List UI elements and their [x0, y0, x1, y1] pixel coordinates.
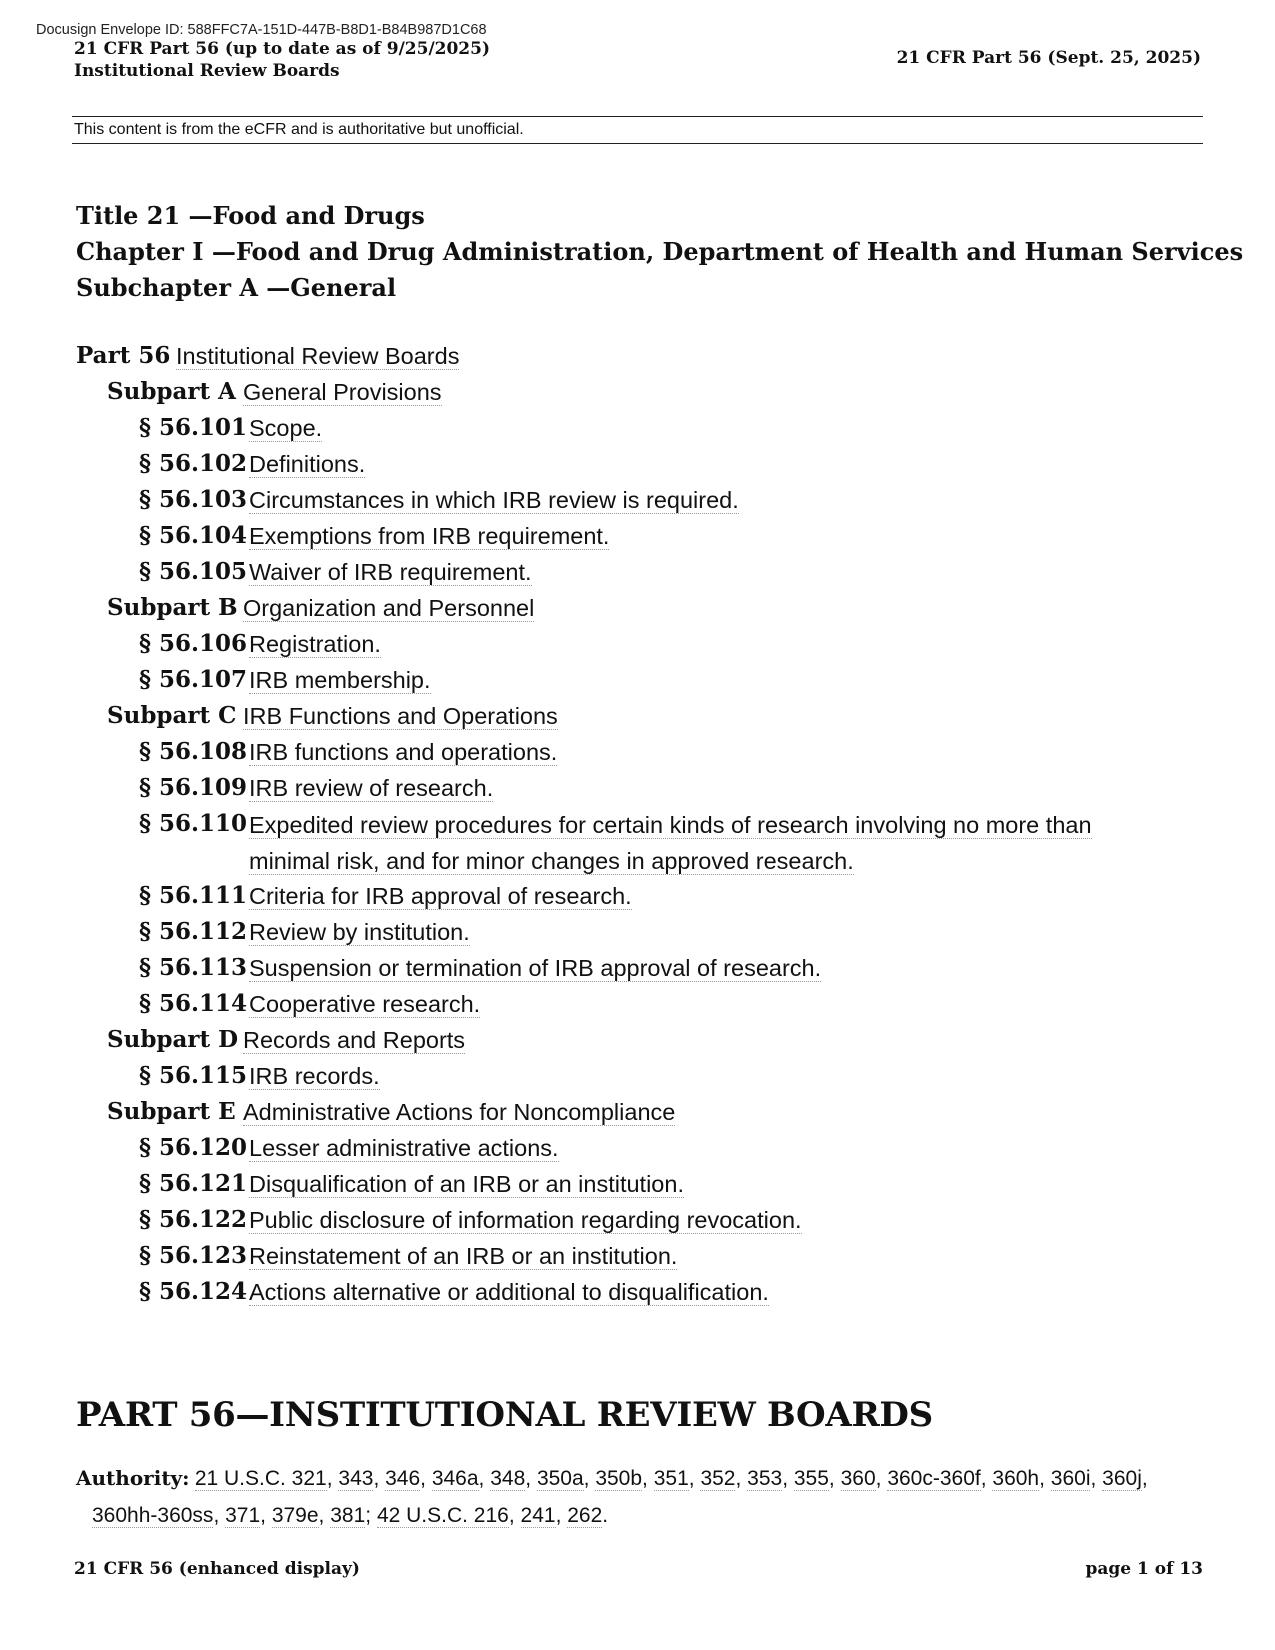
- toc-label: § 56.120: [139, 1134, 248, 1161]
- header-right-citation: 21 CFR Part 56 (Sept. 25, 2025): [896, 48, 1201, 68]
- hierarchy-headings: [76, 198, 1243, 306]
- toc-label: § 56.114: [139, 990, 248, 1017]
- authority-citation-link[interactable]: 360j: [1102, 1467, 1142, 1490]
- toc-subpart-e: [76, 1095, 1206, 1131]
- authority-citation-link[interactable]: 351: [653, 1467, 689, 1490]
- toc-link-subpart-d[interactable]: Records and Reports: [243, 1027, 466, 1053]
- toc-section: [76, 1059, 1206, 1095]
- toc-section: [76, 1203, 1206, 1239]
- header-doc-version: 21 CFR Part 56 (up to date as of 9/25/2025): [74, 39, 491, 59]
- toc-label: § 56.110: [139, 810, 248, 837]
- toc-section: [76, 1275, 1206, 1311]
- toc-label: § 56.112: [139, 918, 248, 945]
- toc-link-56-111[interactable]: Criteria for IRB approval of research.: [249, 883, 632, 909]
- toc-link-56-104[interactable]: Exemptions from IRB requirement.: [249, 523, 610, 549]
- authority-citation-link[interactable]: 360c-360f: [887, 1467, 981, 1490]
- table-of-contents: [76, 339, 1206, 1311]
- authority-citation-link[interactable]: 241: [520, 1504, 556, 1527]
- header-left: [74, 38, 490, 82]
- toc-label: Subpart B: [107, 594, 238, 621]
- toc-link-56-105[interactable]: Waiver of IRB requirement.: [249, 559, 532, 585]
- authority-citation-link[interactable]: 353: [747, 1467, 783, 1490]
- toc-link-56-122[interactable]: Public disclosure of information regarding revocation.: [249, 1207, 802, 1233]
- footer-left: 21 CFR 56 (enhanced display): [74, 1559, 360, 1579]
- toc-label: Part 56: [76, 342, 171, 369]
- toc-section: [76, 519, 1206, 555]
- toc-section: [76, 771, 1206, 807]
- authority-citation-link[interactable]: 379e: [271, 1504, 319, 1527]
- toc-label: § 56.106: [139, 630, 248, 657]
- toc-section: [76, 879, 1206, 915]
- toc-link-56-120[interactable]: Lesser administrative actions.: [249, 1135, 559, 1161]
- authority-citation-link[interactable]: 42 U.S.C. 216: [376, 1504, 509, 1527]
- toc-link-56-121[interactable]: Disqualification of an IRB or an institution.: [249, 1171, 684, 1197]
- authority-citation-link[interactable]: 350b: [595, 1467, 643, 1490]
- toc-label: § 56.102: [139, 450, 248, 477]
- toc-section: [76, 411, 1206, 447]
- toc-subpart-a: [76, 375, 1206, 411]
- subchapter-heading: Subchapter A —General: [76, 273, 397, 302]
- authority-citation-link[interactable]: 371: [225, 1504, 261, 1527]
- toc-link-56-101[interactable]: Scope.: [249, 415, 323, 441]
- authority-citation-link[interactable]: 346a: [431, 1467, 479, 1490]
- toc-section: [76, 915, 1206, 951]
- authority-citation-link[interactable]: 355: [793, 1467, 829, 1490]
- authority-end-punct: .: [602, 1504, 609, 1527]
- toc-link-56-109[interactable]: IRB review of research.: [249, 775, 494, 801]
- authority-citation-link[interactable]: 360i: [1050, 1467, 1091, 1490]
- toc-link-part-56[interactable]: Institutional Review Boards: [176, 343, 460, 369]
- toc-link-56-113[interactable]: Suspension or termination of IRB approval of research.: [249, 955, 822, 981]
- toc-link-56-106[interactable]: Registration.: [249, 631, 381, 657]
- authority-citation-link[interactable]: 352: [700, 1467, 736, 1490]
- toc-section: [76, 627, 1206, 663]
- toc-label: § 56.121: [139, 1170, 248, 1197]
- toc-link-subpart-c[interactable]: IRB Functions and Operations: [243, 703, 558, 729]
- authority-citation-link[interactable]: 360: [840, 1467, 876, 1490]
- toc-subpart-d: [76, 1023, 1206, 1059]
- toc-section: [76, 483, 1206, 519]
- toc-link-56-123[interactable]: Reinstatement of an IRB or an institution.: [249, 1243, 678, 1269]
- toc-label: § 56.101: [139, 414, 248, 441]
- toc-subpart-b: [76, 591, 1206, 627]
- toc-label: Subpart A: [107, 378, 236, 405]
- authority-citation-link[interactable]: 21 U.S.C. 321: [194, 1467, 327, 1490]
- toc-link-56-103[interactable]: Circumstances in which IRB review is required.: [249, 487, 739, 513]
- authority-refs-line1: 21 U.S.C. 321, 343, 346, 346a, 348, 350a, 350b, 351, 352, 353, 355, 360, 360c-360f, 360h, 360i, 360j,: [194, 1467, 1148, 1490]
- authority-citation-link[interactable]: 360hh-360ss: [92, 1504, 214, 1527]
- toc-section: [76, 555, 1206, 591]
- toc-label: § 56.123: [139, 1242, 248, 1269]
- toc-label: § 56.108: [139, 738, 248, 765]
- authority-citation-link[interactable]: 346: [385, 1467, 421, 1490]
- authority-label: Authority:: [76, 1466, 190, 1490]
- toc-subpart-c: [76, 699, 1206, 735]
- ecfr-disclaimer-banner: [72, 116, 1203, 144]
- toc-label: Subpart E: [107, 1098, 236, 1125]
- authority-refs-line2: 360hh-360ss, 371, 379e, 381; 42 U.S.C. 216, 241, 262.: [92, 1504, 609, 1527]
- toc-link-subpart-b[interactable]: Organization and Personnel: [243, 595, 535, 621]
- toc-section: [76, 1167, 1206, 1203]
- toc-section: [76, 951, 1206, 987]
- chapter-heading: Chapter I —Food and Drug Administration, Department of Health and Human Services: [76, 237, 1244, 266]
- toc-label: § 56.104: [139, 522, 248, 549]
- toc-label: § 56.107: [139, 666, 248, 693]
- toc-label: § 56.103: [139, 486, 248, 513]
- part-heading: PART 56—INSTITUTIONAL REVIEW BOARDS: [76, 1395, 933, 1435]
- toc-label: Subpart D: [107, 1026, 239, 1053]
- toc-link-56-124[interactable]: Actions alternative or additional to disqualification.: [249, 1279, 769, 1305]
- authority-citation-link[interactable]: 262: [567, 1504, 603, 1527]
- toc-link-56-112[interactable]: Review by institution.: [249, 919, 470, 945]
- authority-citation-link[interactable]: 348: [490, 1467, 526, 1490]
- toc-section: [76, 663, 1206, 699]
- toc-label: § 56.109: [139, 774, 248, 801]
- toc-label: § 56.115: [139, 1062, 248, 1089]
- authority-citation-link[interactable]: 343: [338, 1467, 374, 1490]
- toc-link-56-107[interactable]: IRB membership.: [249, 667, 431, 693]
- toc-link-56-102[interactable]: Definitions.: [249, 451, 366, 477]
- title-heading: Title 21 —Food and Drugs: [76, 201, 425, 230]
- toc-section: [76, 807, 1206, 879]
- footer-page-number: page 1 of 13: [1085, 1559, 1203, 1579]
- header-doc-title: Institutional Review Boards: [74, 61, 340, 81]
- toc-label: § 56.105: [139, 558, 248, 585]
- disclaimer-text: This content is from the eCFR and is authoritative but unofficial.: [74, 121, 524, 138]
- toc-link-56-115[interactable]: IRB records.: [249, 1063, 380, 1089]
- authority-citation-link[interactable]: 350a: [536, 1467, 584, 1490]
- docusign-envelope-id: Docusign Envelope ID: 588FFC7A-151D-447B-B8D1-B84B987D1C68: [36, 22, 487, 38]
- toc-label: § 56.111: [139, 882, 248, 909]
- toc-label: § 56.122: [139, 1206, 248, 1233]
- toc-section: [76, 735, 1206, 771]
- toc-section: [76, 1131, 1206, 1167]
- toc-link-56-114[interactable]: Cooperative research.: [249, 991, 481, 1017]
- toc-section: [76, 1239, 1206, 1275]
- toc-label: § 56.124: [139, 1278, 248, 1305]
- toc-link-56-110[interactable]: Expedited review procedures for certain kinds of research involving no more than minimal risk, and for minor changes in approved research.: [249, 812, 1092, 874]
- toc-link-56-108[interactable]: IRB functions and operations.: [249, 739, 558, 765]
- toc-section: [76, 447, 1206, 483]
- authority-paragraph: [76, 1460, 1166, 1534]
- toc-part: [76, 339, 1206, 375]
- authority-citation-link[interactable]: 381: [330, 1504, 366, 1527]
- authority-citation-link[interactable]: 360h: [992, 1467, 1040, 1490]
- toc-link-subpart-a[interactable]: General Provisions: [243, 379, 442, 405]
- toc-label: Subpart C: [107, 702, 237, 729]
- toc-label: § 56.113: [139, 954, 248, 981]
- toc-link-subpart-e[interactable]: Administrative Actions for Noncompliance: [243, 1099, 676, 1125]
- toc-section: [76, 987, 1206, 1023]
